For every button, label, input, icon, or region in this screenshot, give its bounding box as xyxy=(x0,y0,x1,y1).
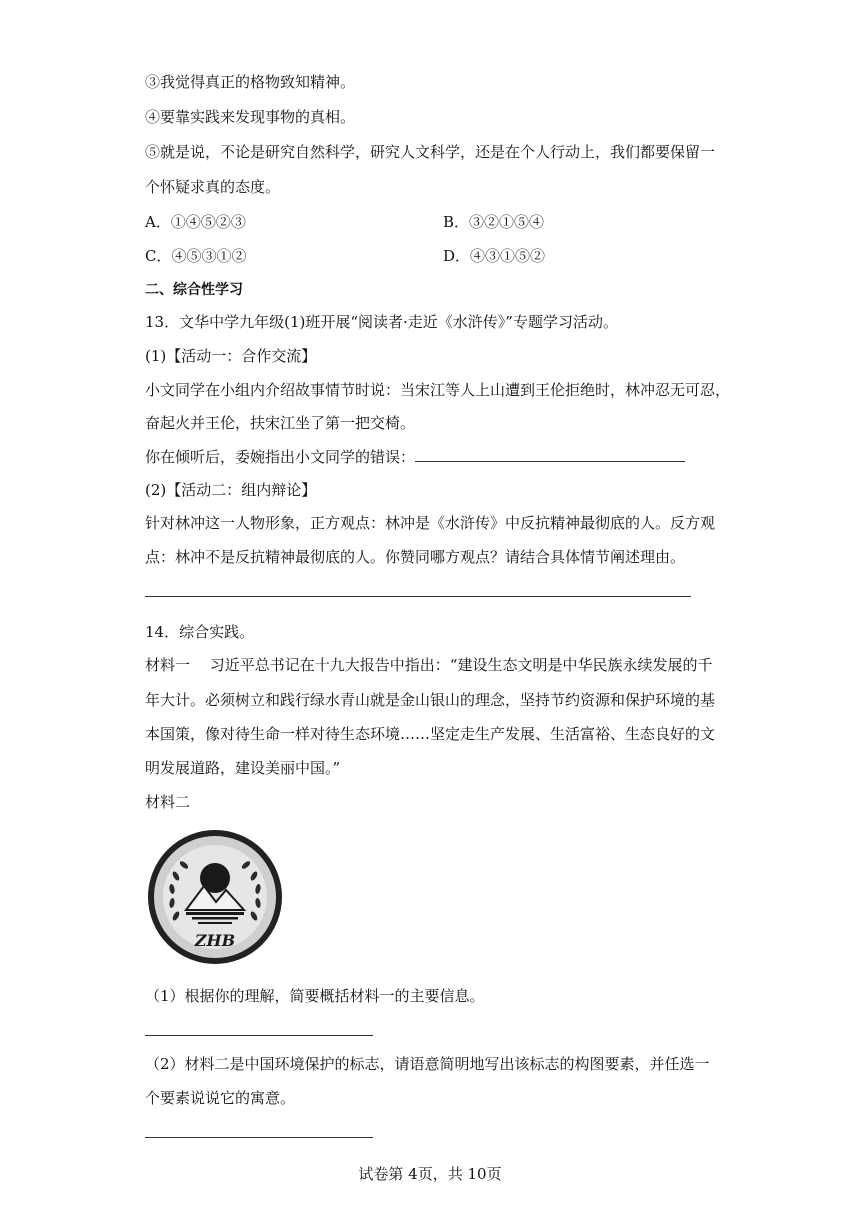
option-line: ③我觉得真正的格物致知精神。 xyxy=(145,73,356,91)
choice-d: D．④③①⑤② xyxy=(443,247,546,265)
material-1-text: 年大计。必须树立和践行绿水青山就是金山银山的理念，坚持节约资源和保护环境的基 xyxy=(145,691,716,709)
material-1-text: 材料一 习近平总书记在十九大报告中指出：“建设生态文明是中华民族永续发展的千 xyxy=(145,656,713,674)
sub-question-1: （1）根据你的理解，简要概括材料一的主要信息。 xyxy=(145,987,485,1005)
answer-line xyxy=(145,596,691,597)
answer-line xyxy=(145,1035,373,1036)
material-1-text: 明发展道路，建设美丽中国。” xyxy=(145,759,341,777)
activity-1-prompt xyxy=(145,447,685,467)
answer-line xyxy=(145,1137,373,1138)
option-line: ④要靠实践来发现事物的真相。 xyxy=(145,108,356,126)
material-1-text: 本国策，像对待生命一样对待生态环境……坚定走生产发展、生活富裕、生态良好的文 xyxy=(145,725,716,743)
prompt-text: 你在倾听后，委婉指出小文同学的错误： xyxy=(145,448,416,466)
choice-b: B．③②①⑤④ xyxy=(443,213,545,231)
activity-2-title: (2)【活动二：组内辩论】 xyxy=(145,481,317,499)
sub-question-2: （2）材料二是中国环境保护的标志，请语意简明地写出该标志的构图要素，并任选一 xyxy=(145,1055,710,1073)
option-line: 个怀疑求真的态度。 xyxy=(145,178,281,196)
sub-question-2: 个要素说说它的寓意。 xyxy=(145,1089,296,1107)
question-14-stem: 14．综合实践。 xyxy=(145,623,255,641)
choice-a: A．①④⑤②③ xyxy=(145,213,246,231)
activity-1-text: 奋起火并王伦，扶宋江坐了第一把交椅。 xyxy=(145,414,416,432)
choice-c: C．④⑤③①② xyxy=(145,247,247,265)
activity-2-text: 点：林冲不是反抗精神最彻底的人。你赞同哪方观点？请结合具体情节阐述理由。 xyxy=(145,548,686,566)
section-title: 二、综合性学习 xyxy=(145,282,243,298)
activity-1-title: (1)【活动一：合作交流】 xyxy=(145,347,317,365)
question-13-stem: 13．文华中学九年级(1)班开展“阅读者·走近《水浒传》”专题学习活动。 xyxy=(145,313,618,331)
environmental-protection-logo xyxy=(146,828,284,966)
page-footer: 试卷第 4页，共 10页 xyxy=(358,1165,502,1183)
material-2-label: 材料二 xyxy=(145,793,191,811)
logo-text: ZHB xyxy=(194,931,236,950)
answer-blank xyxy=(415,447,685,462)
activity-2-text: 针对林冲这一人物形象，正方观点：林冲是《水浒传》中反抗精神最彻底的人。反方观 xyxy=(145,514,716,532)
activity-1-text: 小文同学在小组内介绍故事情节时说：当宋江等人上山遭到王伦拒绝时，林冲忍无可忍， xyxy=(145,381,731,399)
option-line: ⑤就是说，不论是研究自然科学，研究人文科学，还是在个人行动上，我们都要保留一 xyxy=(145,143,716,161)
